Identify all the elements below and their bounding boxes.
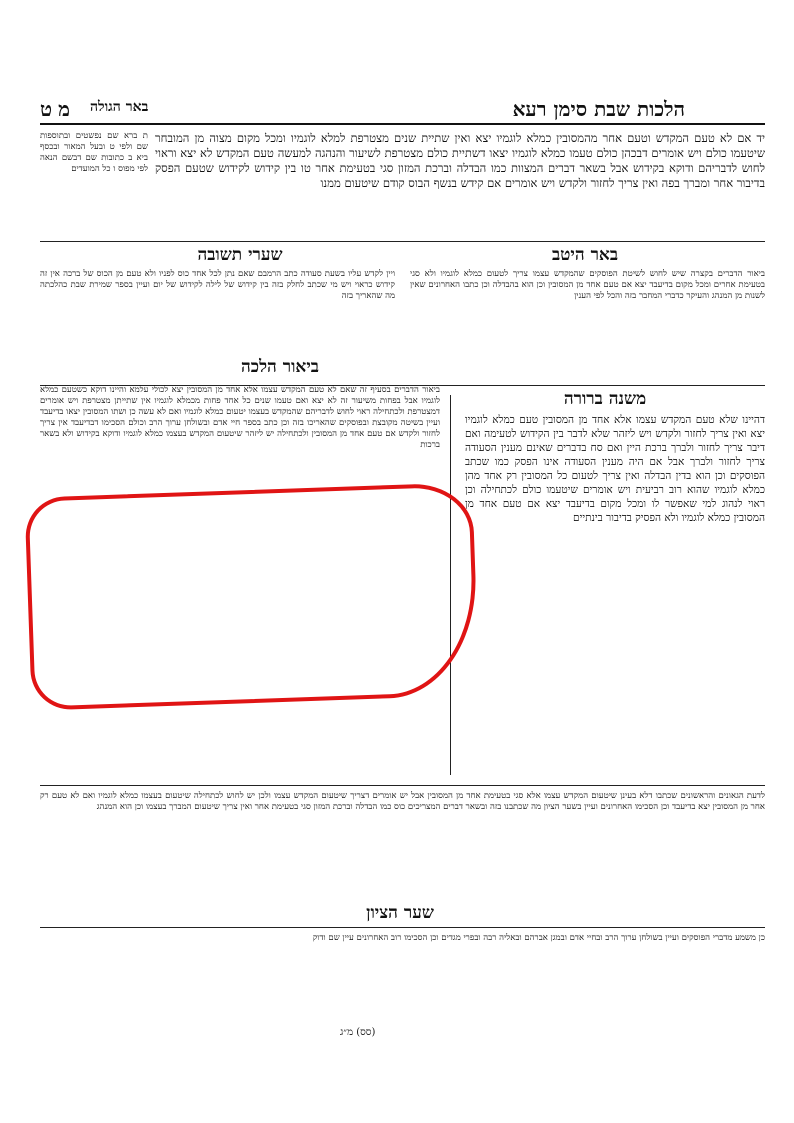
shaar-hatziyun-block <box>40 933 765 1023</box>
talmudic-page <box>40 95 765 1055</box>
be-er-heitev-text: ביאור הדברים בקצרה שיש לחוש לשיטת הפוסקים שהמקדש עצמו צריך לטעום כמלא לוגמיו ולא סגי בטעימת אחרים ומכל מקום בדיעבד יצא אם טעם אחד מן המסובין וכן הוא בהבדלה וכן כתבו האחרונים שאין לשנות מן המנהג והעיקר כדברי המחבר בזה והכל לפי הענין <box>410 269 765 301</box>
divider <box>40 785 765 786</box>
biur-halacha-heading: ביאור הלכה <box>240 357 319 377</box>
be-er-heitev-heading: באר היטב <box>551 245 619 265</box>
lower-notes-block <box>40 791 765 901</box>
shulchan-aruch-text: יד אם לא טעם המקדש וטעם אחר מהמסובין כמלא לוגמיו יצא ואין שתיית שנים מצטרפת למלא לוגמיו ומכל מקום מצוה מן המובחר שיטעמו כולם ויש אומרים דבכהן כולם טעמו כמלא לוגמיו יצאו דשתיית כולם מצטרפת לשיעור והנהגה למעשה טעם המקדש לא יצא וראוי לחוש לדבריהם ודוקא בקידוש אבל בשאר דברים המצוות כמו הבדלה וברכת המזון סגי בטעימת אחר טו בין קידוש לקידוש שטעם הפסק בדיבור אחר ומברך בפה ואין צריך לחזור ולקדש ויש אומרים אם קידש בנשף הבוס קודם שיטעום ממנו <box>155 131 765 190</box>
divider <box>40 241 765 242</box>
mishnah-berurah-text: דהיינו שלא טעם המקדש עצמו אלא אחד מן המסובין טעם כמלא לוגמיו יצא ואין צריך לחזור ולקדש ויש ליזהר שלא לדבר בין הקידוש לטעימה ואם דיבר צריך לחזור ולברך ברכת היין ואם סח בדברים שאינם מענין הסעודה צריך לחזור ולברך אבל אם היה מענין הסעודה אינו הפסק כמו שכתב הפוסקים וכן הוא בדין הבדלה ואין צריך לטעום כל המסובין רק אחד מהן כמלא לוגמיו שהוא רוב רביעית ויש אומרים שיטעמו כולם לכתחילה וכן ראוי לנהוג למי שאפשר לו ומכל מקום בדיעבד יצא אם טעם אחד מן המסובין כמלא לוגמיו ולא הפסיק בדיבור בינתיים <box>465 414 765 524</box>
shulchan-aruch-block <box>155 131 765 236</box>
shaarei-teshuvah-text: ויין לקדש עליו בשעת סעודה כתב הרמבם שאם נתן לכל אחד כוס לפניו ולא טעם מן הכוס של ברכה אין זה קידוש כראוי ויש מי שכתב לחלק בזה בין קידוש של לילה לקידוש של יום ועיין בספר שמירת שבת כהלכתה מה שהאריך בזה <box>40 269 395 301</box>
page-title: הלכות שבת סימן רעא <box>512 97 685 121</box>
page-number: מט <box>40 97 76 121</box>
lower-notes-text: לדעת הגאונים והראשונים שכתבו דלא בעינן שיטעום המקדש עצמו אלא סגי בטעימת אחד מן המסובין אבל יש אומרים דצריך שיטעום המקדש עצמו ולכן יש לחוש לכתחילה שיטעום בעצמו כמלא לוגמיו ואם לא טעם רק אחר מן המסובין יצא בדיעבד וכן הסכימו האחרונים ועיין בשער הציון מה שכתבנו בזה ובשאר דברים המצריכים כוס כמו הבדלה וברכת המזון סגי בטעימת אחר ואין צריך שיטעום המברך בעצמו וכן הוא המנהג <box>40 791 765 812</box>
biur-halacha-text: ביאור הדברים בסעיף זה שאם לא טעם המקדש עצמו אלא אחד מן המסובין יצא לכולי עלמא והיינו דוקא כשטעם כמלא לוגמיו אבל בפחות משיעור זה לא יצא ואם טעמו שנים כל אחד פחות מכמלא לוגמיו אין שתייתן מצטרפת ויש אומרים דמצטרפת ולכתחילה ראוי לחוש לדבריהם שהמקדש בעצמו יטעום כמלא לוגמיו ואם לא עשה כן ושתו המסובין יצאו בדיעבד ועיין בשיטה מקובצת ובפוסקים שהאריכו בזה וכן כתב בספר חיי אדם ובשולחן ערוך הרב וכולם הסכימו דבדיעבד אין צריך לחזור ולקדש אם טעם אחד מן המסובין ולכתחילה יש ליזהר שיטעום המקדש בעצמו כמלא לוגמיו ודוקא בקידוש ולא בשאר ברכות <box>40 385 440 450</box>
mishnah-berurah-heading: משנה ברורה <box>563 389 647 409</box>
beer-hagolah-block <box>40 131 148 236</box>
divider <box>40 927 765 928</box>
shaar-hatziyun-heading: שער הציון <box>366 903 434 923</box>
beer-hagolah-text: ת ברא שם נפשטים ובתוספות שם ולפי ט ובעל המאור ובכסף ביא ב כתובות שם דבשם הנאה לפי מפוס ו כל המועדים <box>40 131 148 174</box>
footer-mark: (סס) מ״ג <box>340 1027 376 1038</box>
be-er-heitev-block <box>410 269 765 379</box>
red-circle-annotation <box>24 482 479 711</box>
mishnah-berurah-block <box>465 413 765 778</box>
margin-title: באר הגולה <box>90 99 149 115</box>
shaar-hatziyun-text: כן משמע מדברי הפוסקים ועיין בשולחן ערוך הרב ובחיי אדם ובמגן אברהם ובאליה רבה ובפרי מגדים וכן הסכימו רוב האחרונים עיין שם ודוק <box>312 933 765 943</box>
page-header <box>40 95 765 125</box>
shaarei-teshuvah-heading: שערי תשובה <box>197 245 283 265</box>
